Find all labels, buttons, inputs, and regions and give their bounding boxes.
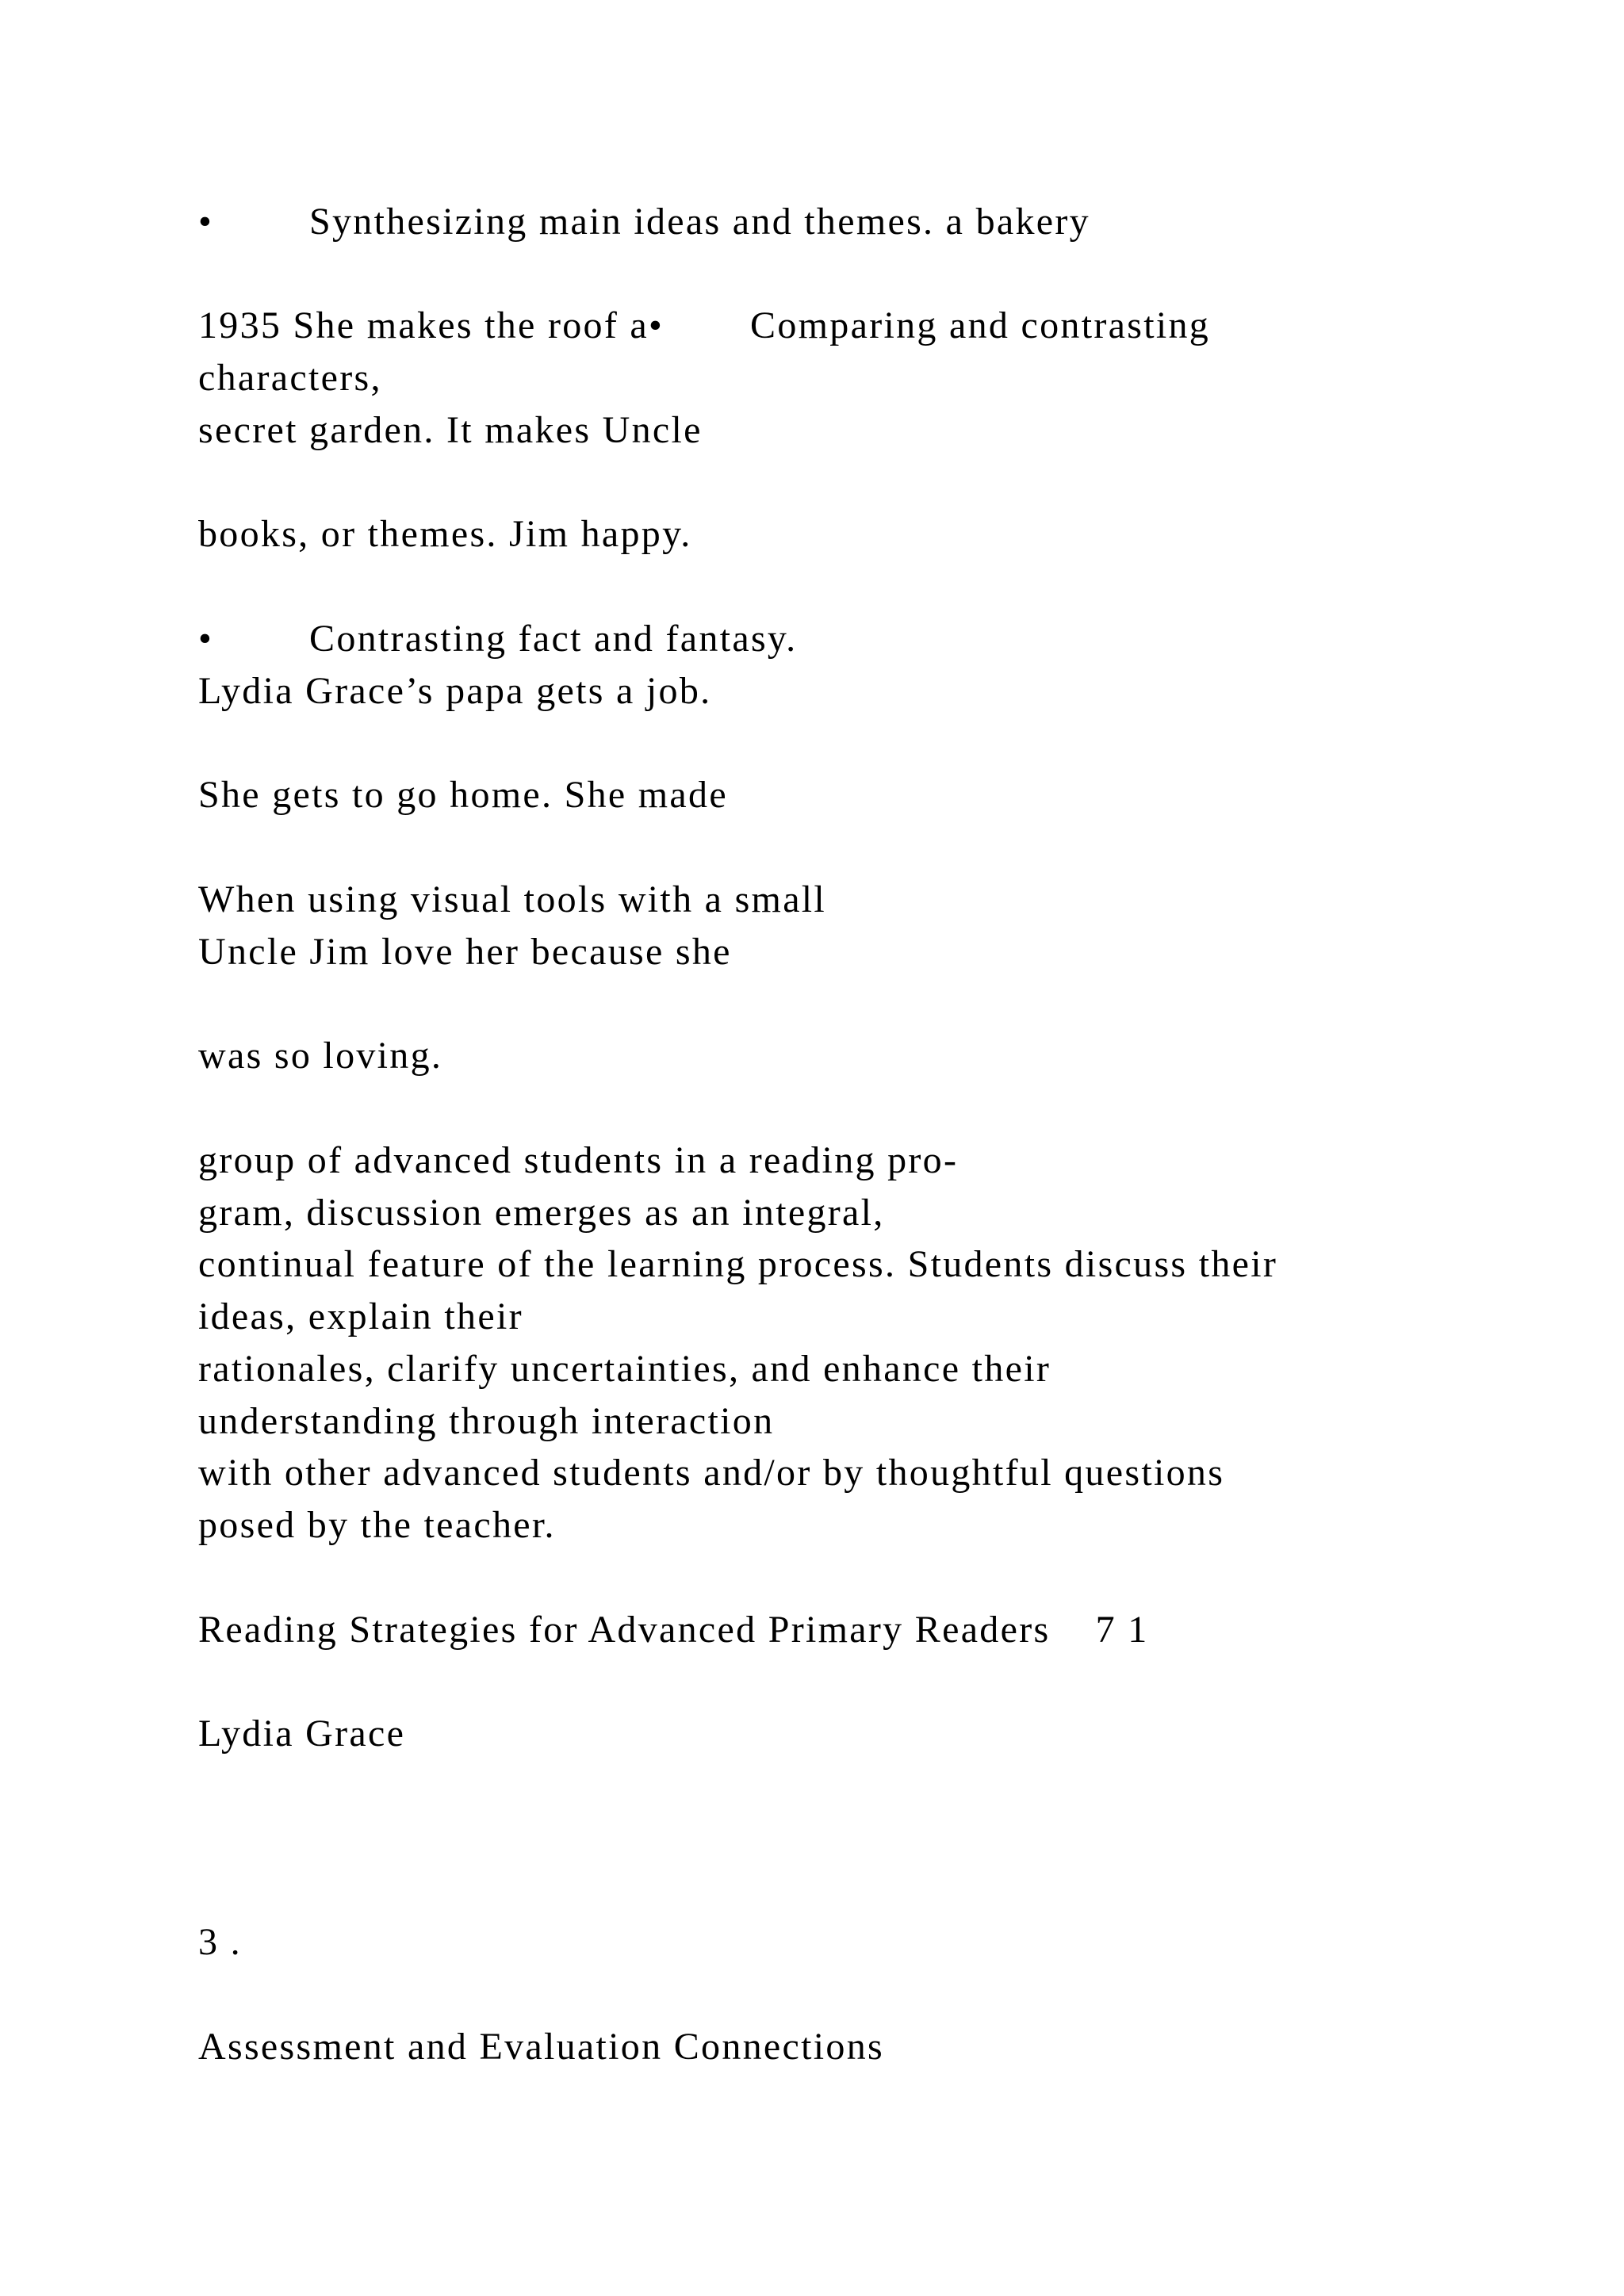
text-line: group of advanced students in a reading pro-	[198, 1139, 959, 1181]
bullet-line-contrasting	[198, 613, 797, 665]
text-line-roof	[198, 300, 1210, 352]
bullet-text: Contrasting fact and fantasy.	[309, 618, 798, 660]
bullet-glyph: •	[198, 618, 214, 660]
text-line: with other advanced students and/or by thoughtful questions	[198, 1452, 1225, 1494]
bullet-text: Synthesizing main ideas and themes. a bakery	[309, 201, 1090, 243]
text-line: She gets to go home. She made	[198, 774, 728, 816]
text-line: Lydia Grace’s papa gets a job.	[198, 670, 712, 712]
bullet-glyph: •	[649, 304, 665, 346]
text-line: books, or themes. Jim happy.	[198, 513, 692, 555]
text-line: rationales, clarify uncertainties, and enhance their	[198, 1348, 1051, 1390]
text-line: characters,	[198, 357, 382, 399]
text-line: secret garden. It makes Uncle	[198, 409, 703, 451]
running-header: Reading Strategies for Advanced Primary Readers 7 1	[198, 1609, 1149, 1651]
text-line: Lydia Grace	[198, 1712, 406, 1755]
text-line: was so loving.	[198, 1035, 443, 1077]
text-line: understanding through interaction	[198, 1400, 775, 1442]
section-heading: Assessment and Evaluation Connections	[198, 2026, 884, 2068]
text-line: ideas, explain their	[198, 1295, 523, 1337]
line-text-left: 1935 She makes the roof a	[198, 304, 649, 346]
text-line: continual feature of the learning process. Students discuss their	[198, 1243, 1278, 1285]
text-line: gram, discussion emerges as an integral,	[198, 1192, 885, 1234]
line-text-right: Comparing and contrasting	[750, 304, 1211, 346]
bullet-line-synthesizing	[198, 196, 1090, 248]
text-line: posed by the teacher.	[198, 1504, 556, 1546]
text-line: When using visual tools with a small	[198, 878, 827, 920]
text-line: Uncle Jim love her because she	[198, 931, 732, 973]
bullet-glyph: •	[198, 201, 214, 243]
section-number: 3 .	[198, 1921, 242, 1963]
